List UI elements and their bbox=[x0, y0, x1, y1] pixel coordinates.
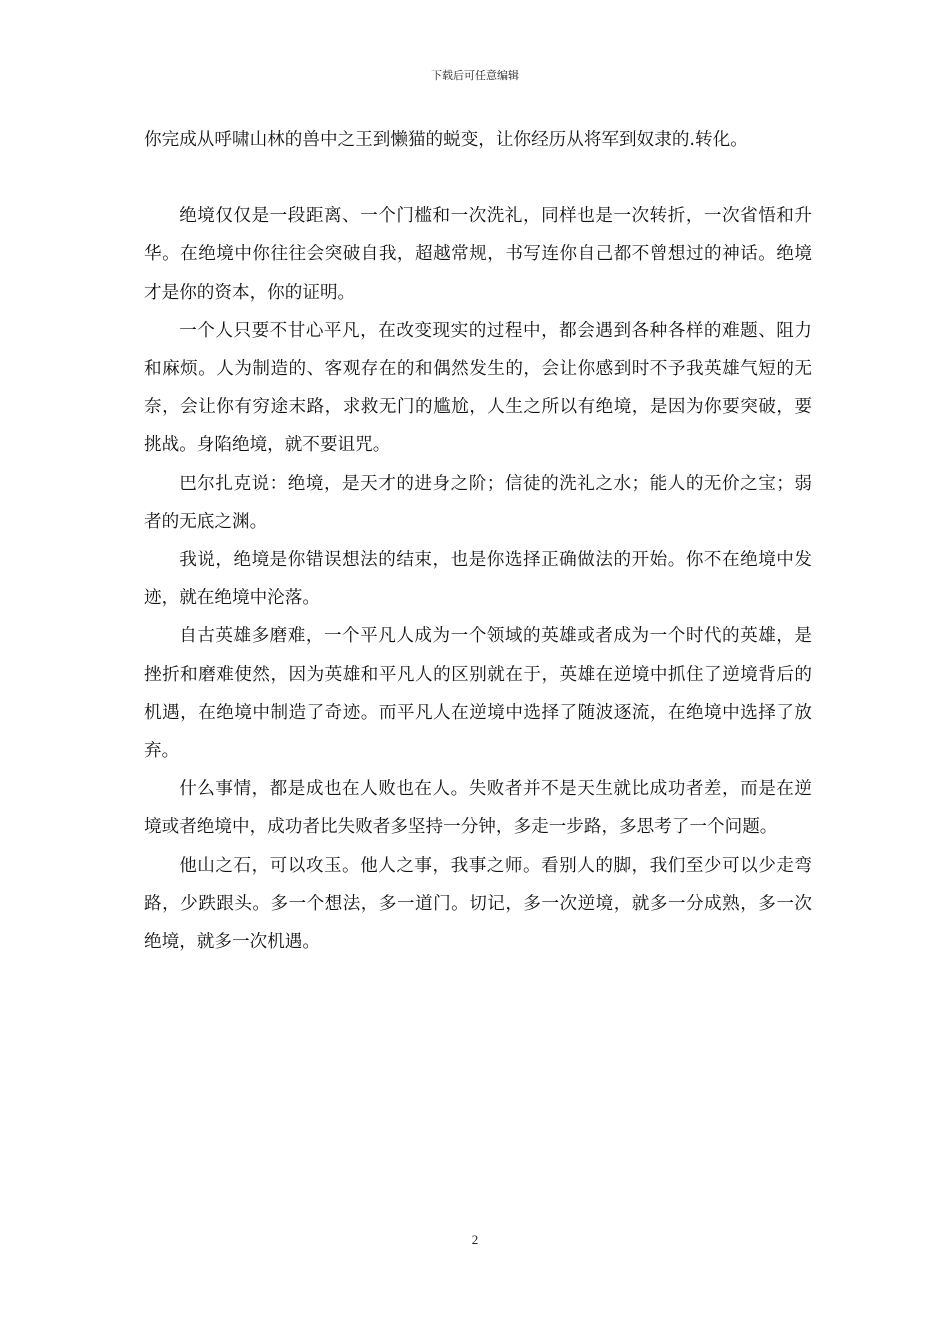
paragraph: 你完成从呼啸山林的兽中之王到懒猫的蜕变，让你经历从将军到奴隶的.转化。 bbox=[144, 130, 748, 150]
paragraph: 绝境仅仅是一段距离、一个门槛和一次洗礼，同样也是一次转折，一次省悟和升华。在绝境中你往往会突破自我，超越常规，书写连你自己都不曾想过的神话。绝境才是你的资本，你的证明。 bbox=[144, 206, 812, 303]
paragraph: 巴尔扎克说：绝境，是天才的进身之阶；信徒的洗礼之水；能人的无价之宝；弱者的无底之渊。 bbox=[144, 473, 812, 532]
paragraph: 一个人只要不甘心平凡，在改变现实的过程中，都会遇到各种各样的难题、阻力和麻烦。人为制造的、客观存在的和偶然发生的，会让你感到时不予我英雄气短的无奈，会让你有穷途末路，求救无门的尴尬，人生之所以有绝境，是因为你要突破，要挑战。身陷绝境，就不要诅咒。 bbox=[144, 320, 812, 456]
page-number: 2 bbox=[471, 1232, 479, 1247]
paragraph: 自古英雄多磨难，一个平凡人成为一个领域的英雄或者成为一个时代的英雄，是挫折和磨难使然，因为英雄和平凡人的区别就在于，英雄在逆境中抓住了逆境背后的机遇，在绝境中制造了奇迹。而平凡人在逆境中选择了随波逐流，在绝境中选择了放弃。 bbox=[144, 626, 812, 762]
header-note: 下载后可任意编辑 bbox=[431, 69, 519, 82]
body-text bbox=[144, 121, 812, 961]
paragraph: 我说，绝境是你错误想法的结束，也是你选择正确做法的开始。你不在绝境中发迹，就在绝境中沦落。 bbox=[144, 550, 812, 609]
paragraph: 什么事情，都是成也在人败也在人。失败者并不是天生就比成功者差，而是在逆境或者绝境中，成功者比失败者多坚持一分钟，多走一步路，多思考了一个问题。 bbox=[144, 779, 812, 838]
paragraph: 他山之石，可以攻玉。他人之事，我事之师。看别人的脚，我们至少可以少走弯路，少跌跟头。多一个想法，多一道门。切记，多一次逆境，就多一分成熟，多一次绝境，就多一次机遇。 bbox=[144, 855, 812, 953]
